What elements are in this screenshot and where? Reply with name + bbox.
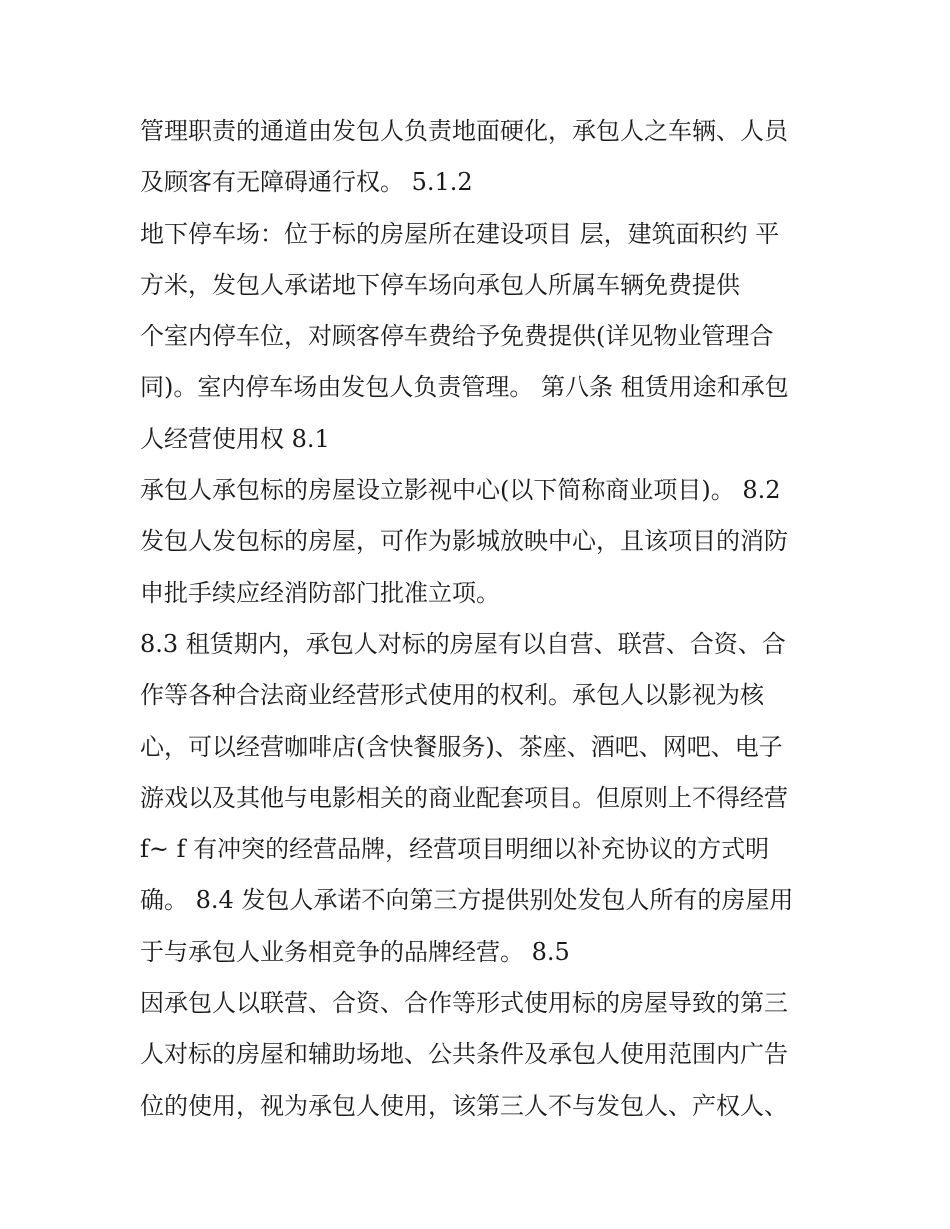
text-line: 确。 8.4 发包人承诺不向第三方提供别处发包人所有的房屋用 [140,886,794,915]
text-line: 个室内停车位，对顾客停车费给予免费提供(详见物业管理合 [140,322,774,351]
text-line: 作等各种合法商业经营形式使用的权利。承包人以影视为核 [140,681,764,710]
text-line: 承包人承包标的房屋设立影视中心(以下简称商业项目)。 8.2 [140,476,781,505]
text-line: 游戏以及其他与电影相关的商业配套项目。但原则上不得经营 [140,783,788,812]
text-line: 心，可以经营咖啡店(含快餐服务)、茶座、酒吧、网吧、电子 [140,732,783,761]
text-line: 人经营使用权 8.1 [140,424,330,453]
text-line: 发包人发包标的房屋，可作为影城放映中心，且该项目的消防 [140,527,788,556]
text-line: 同)。室内停车场由发包人负责管理。 第八条 租赁用途和承包 [140,373,789,402]
text-line: f~ f 有冲突的经营品牌，经营项目明细以补充协议的方式明 [140,835,770,864]
text-line: 管理职责的通道由发包人负责地面硬化，承包人之车辆、人员 [140,117,788,145]
text-line: 地下停车场：位于标的房屋所在建设项目 层，建筑面积约 平 [140,219,780,248]
text-line: 人对标的房屋和辅助场地、公共条件及承包人使用范围内广告 [140,1040,788,1069]
text-line: 因承包人以联营、合资、合作等形式使用标的房屋导致的第三 [140,989,788,1018]
contract-text-body [140,106,840,1132]
text-line: 位的使用，视为承包人使用，该第三人不与发包人、产权人、 [140,1091,788,1120]
text-line: 方米，发包人承诺地下停车场向承包人所属车辆免费提供 [140,270,740,299]
text-line: 于与承包人业务相竞争的品牌经营。 8.5 [140,937,570,966]
text-line: 申批手续应经消防部门批准立项。 [140,578,500,607]
text-line: 8.3 租赁期内，承包人对标的房屋有以自营、联营、合资、合 [140,629,786,658]
text-line: 及顾客有无障碍通行权。 5.1.2 [140,168,473,197]
